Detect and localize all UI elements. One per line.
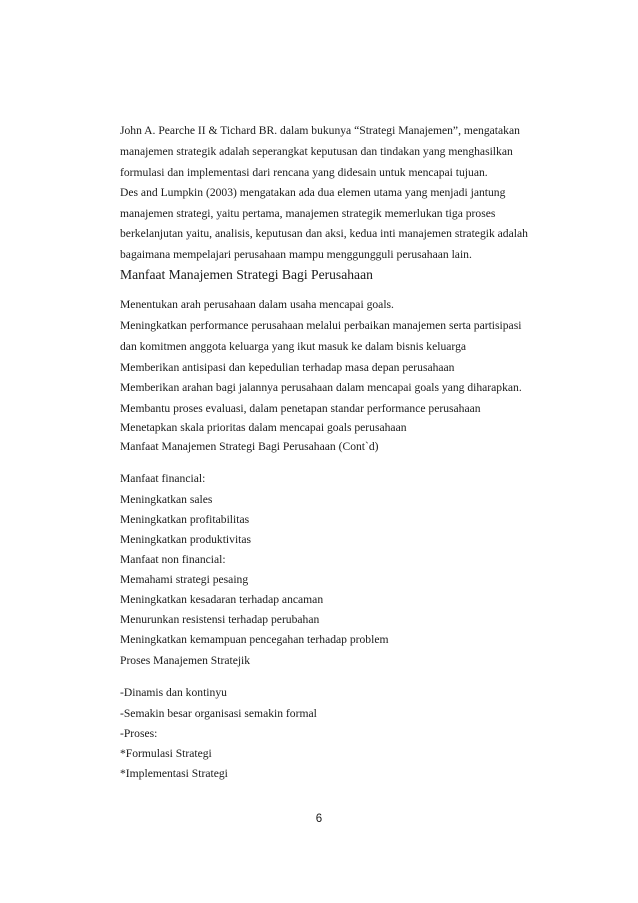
intro-p1-line-3: formulasi dan implementasi dari rencana yang didesain untuk mencapai tujuan.: [120, 166, 488, 179]
manfaat-contd-item-7: Meningkatkan kesadaran terhadap ancaman: [120, 593, 324, 606]
proses-heading: Proses Manajemen Stratejik: [120, 654, 251, 667]
proses-item-1: -Dinamis dan kontinyu: [120, 686, 227, 699]
proses-item-5: *Implementasi Strategi: [120, 767, 228, 780]
manfaat-contd-item-2: Meningkatkan sales: [120, 493, 213, 506]
intro-p2-line-3: berkelanjutan yaitu, analisis, keputusan dan aksi, kedua inti manajemen strategik adalah: [120, 227, 528, 240]
manfaat-item-5: Memberikan arahan bagi jalannya perusahaan dalam mencapai goals yang diharapkan.: [120, 381, 522, 394]
manfaat-contd-item-9: Meningkatkan kemampuan pencegahan terhadap problem: [120, 633, 389, 646]
manfaat-contd-item-1: Manfaat financial:: [120, 472, 206, 485]
manfaat-contd-item-8: Menurunkan resistensi terhadap perubahan: [120, 613, 320, 626]
manfaat-item-3: dan komitmen anggota keluarga yang ikut masuk ke dalam bisnis keluarga: [120, 340, 467, 353]
manfaat-contd-item-4: Meningkatkan produktivitas: [120, 533, 252, 546]
proses-item-3: -Proses:: [120, 727, 158, 740]
intro-p1-line-2: manajemen strategik adalah seperangkat keputusan dan tindakan yang menghasilkan: [120, 145, 513, 158]
manfaat-item-2: Meningkatkan performance perusahaan melalui perbaikan manajemen serta partisipasi: [120, 319, 522, 332]
manfaat-item-7: Menetapkan skala prioritas dalam mencapai goals perusahaan: [120, 421, 407, 434]
intro-p1-line-1: John A. Pearche II & Tichard BR. dalam bukunya “Strategi Manajemen”, mengatakan: [120, 124, 520, 137]
manfaat-item-4: Memberikan antisipasi dan kepedulian terhadap masa depan perusahaan: [120, 361, 455, 374]
intro-p2-line-4: bagaimana mempelajari perusahaan mampu menggungguli perusahaan lain.: [120, 248, 472, 261]
page-number: 6: [315, 813, 323, 825]
manfaat-contd-heading: Manfaat Manajemen Strategi Bagi Perusahaan (Cont`d): [120, 440, 379, 453]
intro-p2-line-1: Des and Lumpkin (2003) mengatakan ada dua elemen utama yang menjadi jantung: [120, 186, 506, 199]
manfaat-item-6: Membantu proses evaluasi, dalam penetapan standar performance perusahaan: [120, 402, 481, 415]
manfaat-contd-item-5: Manfaat non financial:: [120, 553, 226, 566]
manfaat-item-1: Menentukan arah perusahaan dalam usaha mencapai goals.: [120, 298, 394, 311]
manfaat-heading: Manfaat Manajemen Strategi Bagi Perusahaan: [120, 267, 373, 282]
intro-p2-line-2: manajemen strategi, yaitu pertama, manajemen strategik memerlukan tiga proses: [120, 207, 496, 220]
manfaat-contd-item-3: Meningkatkan profitabilitas: [120, 513, 250, 526]
proses-item-2: -Semakin besar organisasi semakin formal: [120, 707, 317, 720]
manfaat-contd-item-6: Memahami strategi pesaing: [120, 573, 249, 586]
proses-item-4: *Formulasi Strategi: [120, 747, 212, 760]
